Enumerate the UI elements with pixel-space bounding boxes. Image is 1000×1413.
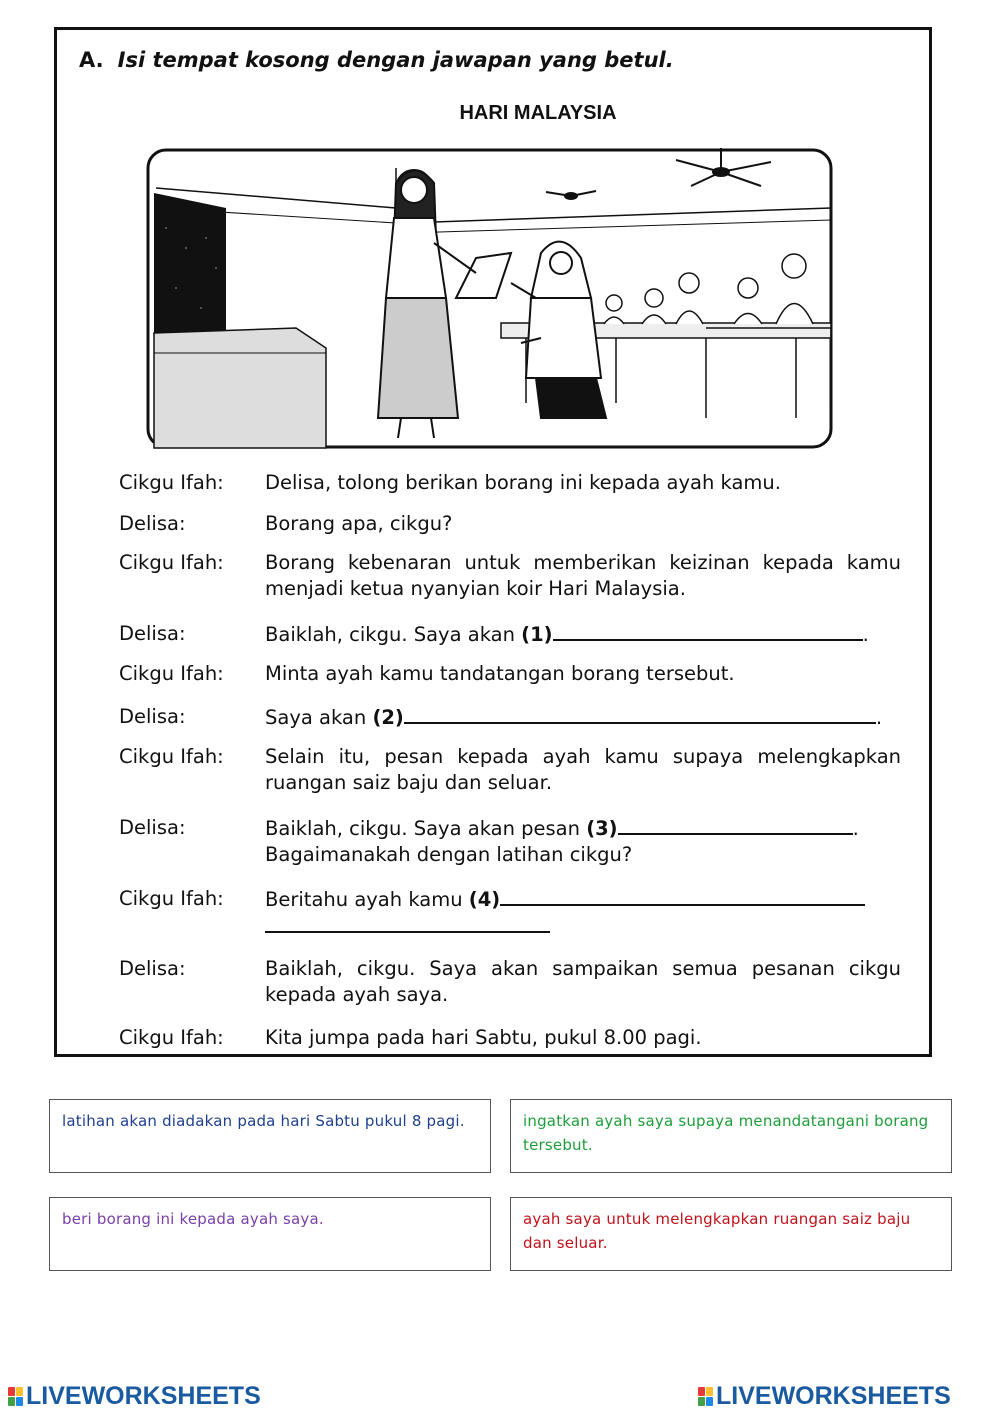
speaker-name: Delisa: [119, 957, 186, 980]
speaker-name: Delisa: [119, 705, 186, 728]
speaker-name: Delisa: [119, 622, 186, 645]
blank-number: (1) [521, 623, 553, 646]
speech-text: Beritahu ayah kamu [265, 888, 463, 911]
answer-drop-zone-4-continued[interactable] [265, 915, 550, 933]
speech-text: Selain itu, pesan kepada ayah kamu supaya melengkapkan ruangan saiz baju dan seluar. [265, 745, 901, 794]
classroom-illustration [146, 148, 833, 449]
page-title: HARI MALAYSIA [459, 102, 617, 124]
speech-text: Bagaimanakah dengan latihan cikgu? [265, 843, 633, 866]
speech-text: Saya akan [265, 706, 367, 729]
answer-option-text: ayah saya untuk melengkapkan ruangan saiz baju dan seluar. [523, 1210, 911, 1252]
answer-option-text: latihan akan diadakan pada hari Sabtu pukul 8 pagi. [62, 1112, 465, 1130]
instruction [79, 48, 674, 72]
speech-text: Baiklah, cikgu. Saya akan sampaikan semua pesanan cikgu kepada ayah saya. [265, 957, 901, 1006]
answer-drop-zone-3[interactable] [618, 815, 853, 835]
speech-text: Borang kebenaran untuk memberikan keizinan kepada kamu menjadi ketua nyanyian koir Hari Malaysia. [265, 551, 901, 600]
brand-text: LIVEWORKSHEETS [26, 1381, 261, 1410]
punctuation: . [862, 623, 869, 646]
answer-option-card[interactable] [510, 1099, 952, 1173]
punctuation: . [875, 706, 883, 729]
answer-option-card[interactable] [49, 1099, 491, 1173]
logo-grid-icon [698, 1387, 713, 1406]
answer-drop-zone-2[interactable] [404, 704, 876, 724]
speech-text: Minta ayah kamu tandatangan borang tersebut. [265, 662, 735, 685]
liveworksheets-logo-right[interactable] [698, 1380, 951, 1412]
answer-drop-zone-4[interactable] [500, 886, 865, 906]
speaker-name: Cikgu Ifah: [119, 887, 224, 910]
answer-option-text: ingatkan ayah saya supaya menandatangani borang tersebut. [523, 1112, 929, 1154]
blank-number: (2) [372, 706, 404, 729]
instruction-text: Isi tempat kosong dengan jawapan yang betul. [117, 48, 674, 72]
punctuation: . [852, 817, 859, 840]
speech-text: Kita jumpa pada hari Sabtu, pukul 8.00 pagi. [265, 1026, 702, 1049]
answer-option-card[interactable] [510, 1197, 952, 1271]
worksheet-frame [54, 27, 932, 1057]
speaker-name: Cikgu Ifah: [119, 745, 224, 768]
logo-grid-icon [8, 1387, 23, 1406]
speech-text: Borang apa, cikgu? [265, 512, 453, 535]
answer-drop-zone-1[interactable] [553, 621, 863, 641]
speaker-name: Cikgu Ifah: [119, 1026, 224, 1049]
speaker-name: Delisa: [119, 816, 186, 839]
speech-text: Baiklah, cikgu. Saya akan pesan [265, 817, 580, 840]
speaker-name: Cikgu Ifah: [119, 662, 224, 685]
brand-text: LIVEWORKSHEETS [716, 1381, 951, 1410]
speaker-name: Cikgu Ifah: [119, 551, 224, 574]
liveworksheets-logo-left[interactable] [8, 1380, 261, 1412]
answer-option-card[interactable] [49, 1197, 491, 1271]
speaker-name: Delisa: [119, 512, 186, 535]
speech-text: Delisa, tolong berikan borang ini kepada ayah kamu. [265, 471, 781, 494]
speech-text: Baiklah, cikgu. Saya akan [265, 623, 515, 646]
answer-option-text: beri borang ini kepada ayah saya. [62, 1210, 324, 1228]
section-letter: A. [79, 48, 104, 72]
speaker-name: Cikgu Ifah: [119, 471, 224, 494]
blank-number: (4) [468, 888, 501, 911]
blank-number: (3) [586, 817, 618, 840]
